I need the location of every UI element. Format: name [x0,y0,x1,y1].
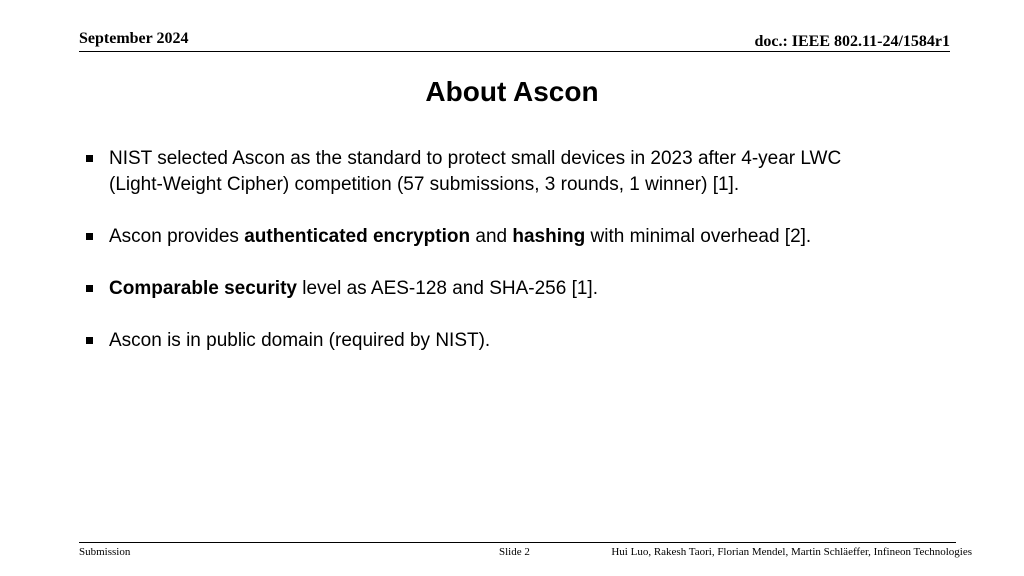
bullet-text-line-1: NIST selected Ascon as the standard to protect small devices in 2023 after 4-year LWC [109,148,842,169]
bullet-item-comparable-security [84,276,964,302]
bullet-text: and [470,226,513,247]
bullet-item-nist-selection [84,146,964,198]
bullet-bold-text: Comparable security [109,278,297,299]
slide-title: About Ascon [425,76,599,107]
footer-slide-number: Slide 2 [499,546,530,558]
footer-submission-label: Submission [79,546,131,558]
square-bullet-icon [86,337,93,344]
bullet-item-public-domain [84,328,964,354]
bullet-item-ascon-provides [84,224,964,250]
footer-divider [79,542,956,543]
square-bullet-icon [86,155,93,162]
bullet-text: level as AES-128 and SHA-256 [1]. [296,278,598,299]
bullet-text: Ascon is in public domain (required by NIST). [109,330,491,351]
square-bullet-icon [86,285,93,292]
bullet-list [84,146,964,380]
square-bullet-icon [86,233,93,240]
bullet-text: Ascon provides [109,226,245,247]
footer-authors: Hui Luo, Rakesh Taori, Florian Mendel, Martin Schläeffer, Infineon Technologies [611,546,972,558]
header-date: September 2024 [79,30,189,47]
bullet-text-line-2: (Light-Weight Cipher) competition (57 submissions, 3 rounds, 1 winner) [1]. [109,174,740,195]
bullet-text: with minimal overhead [2]. [585,226,812,247]
header-doc-id: doc.: IEEE 802.11-24/1584r1 [754,33,950,50]
bullet-bold-text: authenticated encryption [244,226,471,247]
bullet-bold-text: hashing [512,226,586,247]
header-divider [79,51,950,52]
